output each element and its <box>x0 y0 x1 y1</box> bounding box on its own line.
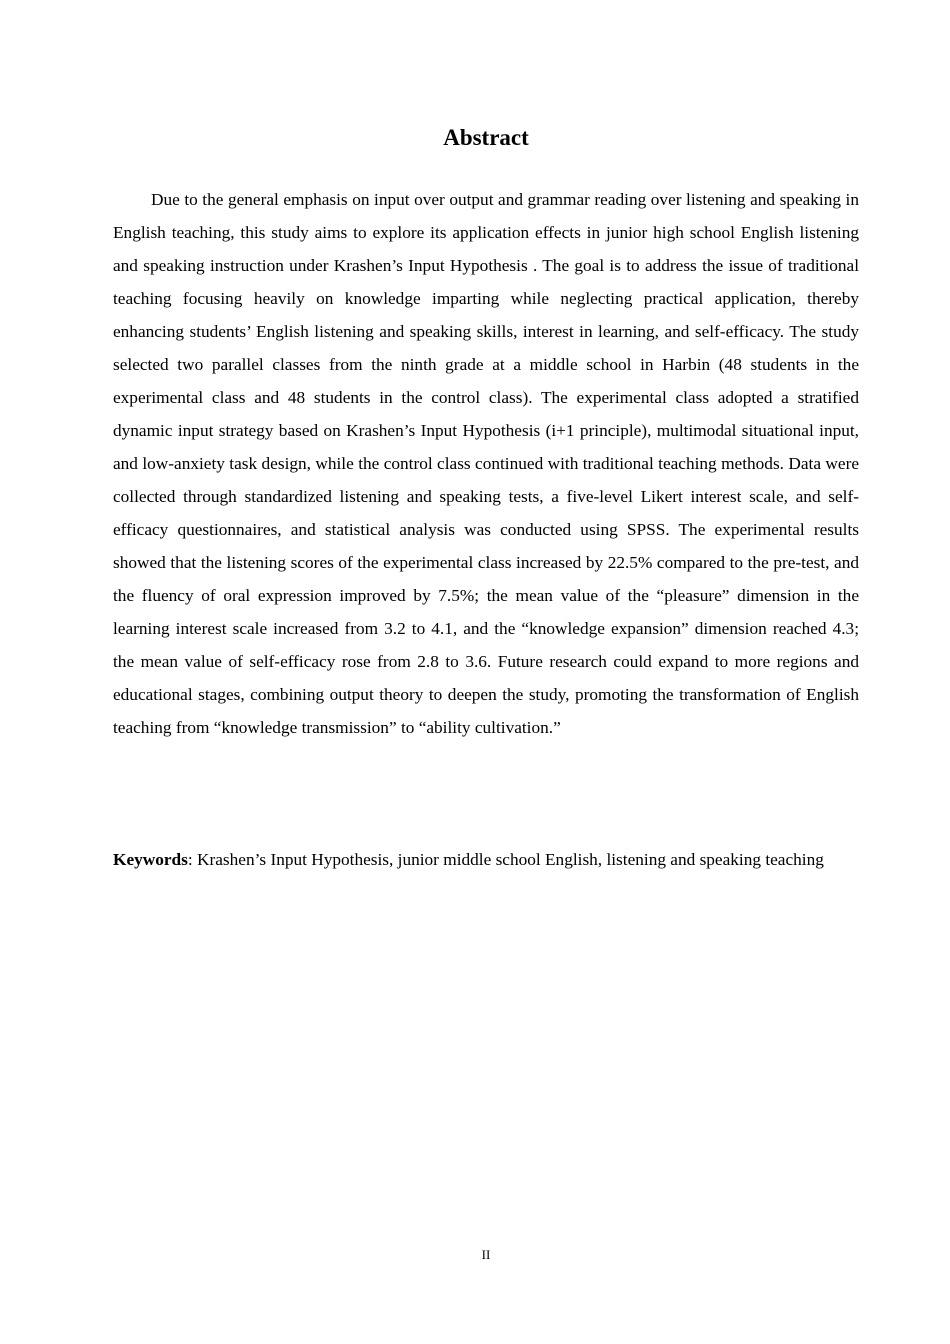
keywords-label: Keywords <box>113 850 188 869</box>
page-number: II <box>481 1247 491 1262</box>
keywords-separator: : <box>187 850 198 869</box>
abstract-title: Abstract <box>443 125 529 150</box>
keywords-paragraph <box>113 843 859 876</box>
keywords-text: Krashen’s Input Hypothesis, junior middle school English, listening and speaking teaching <box>197 850 824 869</box>
abstract-paragraph: Due to the general emphasis on input over output and grammar reading over listening and speaking in English teaching, this study aims to explore its application effects in junior high school English listening and speaking instruction under Krashen’s Input Hypothesis . The goal is to address the issue of traditional teaching focusing heavily on knowledge imparting while neglecting practical application, thereby enhancing students’ English listening and speaking skills, interest in learning, and self-efficacy. The study selected two parallel classes from the ninth grade at a middle school in Harbin (48 students in the experimental class and 48 students in the control class). The experimental class adopted a stratified dynamic input strategy based on Krashen’s Input Hypothesis (i+1 principle), multimodal situational input, and low-anxiety task design, while the control class continued with traditional teaching methods. Data were collected through standardized listening and speaking tests, a five-level Likert interest scale, and self-efficacy questionnaires, and statistical analysis was conducted using SPSS. The experimental results showed that the listening scores of the experimental class increased by 22.5% compared to the pre-test, and the fluency of oral expression improved by 7.5%; the mean value of the “pleasure” dimension in the learning interest scale increased from 3.2 to 4.1, and the “knowledge expansion” dimension reached 4.3; the mean value of self-efficacy rose from 2.8 to 3.6. Future research could expand to more regions and educational stages, combining output theory to deepen the study, promoting the transformation of English teaching from “knowledge transmission” to “ability cultivation.” <box>113 190 859 737</box>
